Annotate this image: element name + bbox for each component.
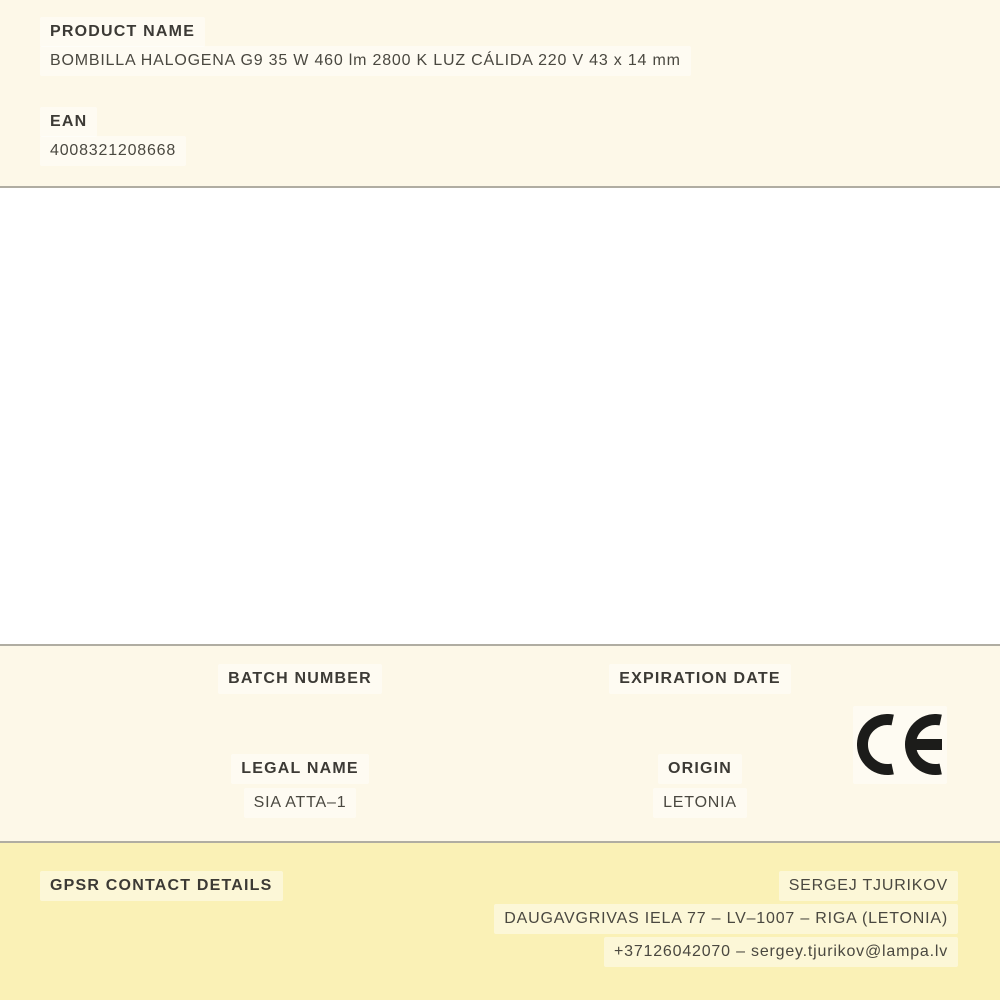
product-name-label: PRODUCT NAME [40,17,205,47]
ce-mark-icon [853,706,947,784]
traceability-section [0,644,1000,843]
gpsr-contact-block [494,868,958,967]
gpsr-label-field [40,871,283,901]
product-identification-section [0,0,1000,188]
product-name-value-field [40,46,691,76]
batch-number-label: BATCH NUMBER [218,664,382,694]
batch-number-field [100,664,500,694]
product-name-value: BOMBILLA HALOGENA G9 35 W 460 lm 2800 K LUZ CÁLIDA 220 V 43 x 14 mm [40,46,691,76]
legal-name-label: LEGAL NAME [231,754,368,784]
gpsr-contact-label: GPSR CONTACT DETAILS [40,871,283,901]
ean-field [40,107,97,137]
origin-field [500,754,900,818]
gpsr-contact-phone-email: +37126042070 – sergey.tjurikov@lampa.lv [604,937,958,967]
product-name-field [40,17,205,47]
blank-area [0,188,1000,644]
gpsr-contact-section [0,843,1000,1000]
gpsr-contact-address: DAUGAVGRIVAS IELA 77 – LV–1007 – RIGA (LETONIA) [494,904,958,934]
expiration-date-label: EXPIRATION DATE [609,664,790,694]
ean-label: EAN [40,107,97,137]
ean-value: 4008321208668 [40,136,186,166]
expiration-date-field [500,664,900,694]
origin-label: ORIGIN [658,754,742,784]
legal-name-field [100,754,500,818]
ean-value-field [40,136,186,166]
legal-name-value: SIA ATTA–1 [244,788,357,818]
gpsr-contact-name: SERGEJ TJURIKOV [779,871,958,901]
origin-value: LETONIA [653,788,747,818]
